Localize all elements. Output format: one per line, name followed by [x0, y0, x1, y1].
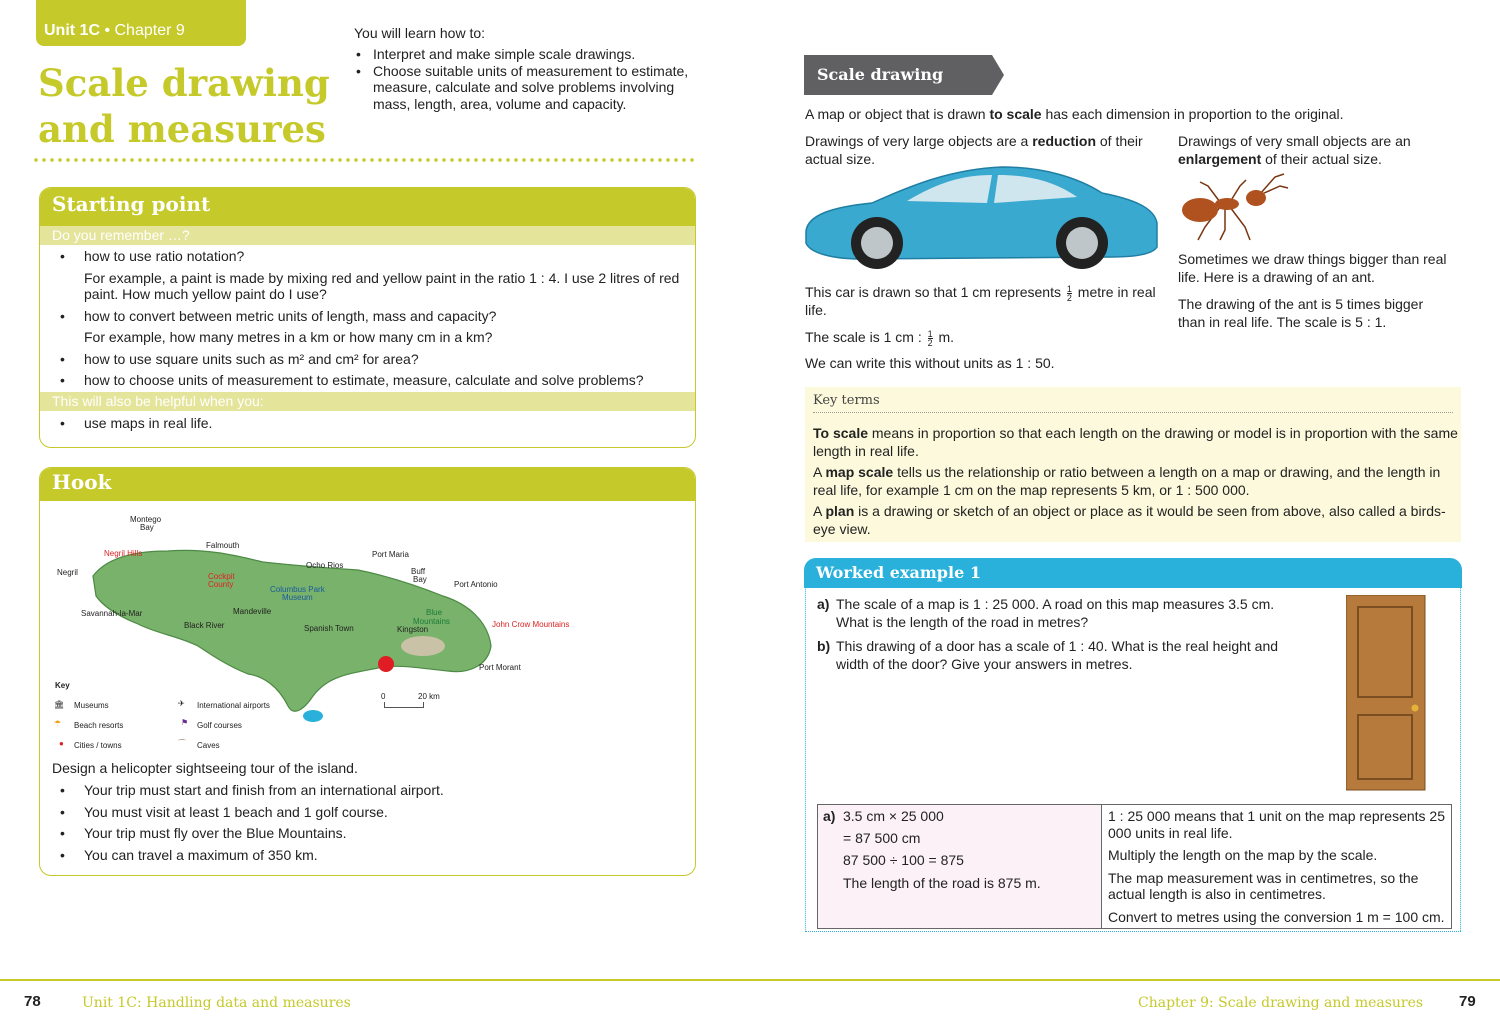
remember-label: Do you remember …?	[40, 226, 695, 245]
learn-intro: You will learn how to:	[354, 25, 486, 41]
key-term-to-scale	[813, 425, 1458, 460]
cave-icon: ⌒	[178, 739, 186, 748]
map-label: Columbus Park	[270, 585, 325, 594]
ant-text-1: Sometimes we draw things bigger than real life. Here is a drawing of an ant.	[1178, 251, 1447, 285]
hook-box	[39, 467, 696, 876]
helpful-list	[40, 415, 680, 432]
key-label: Caves	[197, 741, 220, 750]
key-label: International airports	[197, 701, 270, 710]
map-label: Bay	[413, 575, 427, 584]
key-term-plan	[813, 503, 1453, 538]
question-a: The scale of a map is 1 : 25 000. A road on this map measures 3.5 cm. What is the length of the road in metres?	[836, 596, 1275, 630]
text: A	[813, 503, 826, 519]
map-label: Negril	[57, 568, 78, 577]
page-number-left: 78	[24, 993, 41, 1010]
text: metre in real life.	[805, 284, 1156, 318]
worked-example-heading: Worked example 1	[804, 558, 1462, 588]
bold-term: plan	[825, 503, 855, 519]
page-number-right: 79	[1459, 993, 1476, 1010]
footer-rule	[0, 979, 1500, 981]
map-label: John Crow Mountains	[492, 620, 570, 629]
car-illustration	[802, 163, 1160, 275]
map-label: County	[208, 580, 234, 589]
text: The scale is 1 cm :	[805, 329, 922, 345]
dotted-divider	[32, 157, 696, 163]
map-label: Kingston	[397, 625, 429, 634]
key-label: Golf courses	[197, 721, 242, 730]
footer-title-left: Unit 1C: Handling data and measures	[82, 995, 351, 1011]
starting-point-box	[39, 187, 696, 448]
list-item: • You must visit at least 1 beach and 1 golf course.	[84, 804, 680, 821]
hook-task-list	[40, 782, 680, 868]
learn-objectives-list	[356, 46, 706, 112]
scale-km: 20 km	[418, 692, 440, 701]
ant-text-2: The drawing of the ant is 5 times bigger than in real life. The scale is 5 : 1.	[1178, 296, 1424, 330]
list-item: • You can travel a maximum of 350 km.	[84, 847, 680, 864]
text: A map or object that is drawn	[805, 106, 990, 122]
list-item: For example, a paint is made by mixing red and yellow paint in the ratio 1 : 4. I use 2 litres of red paint. How much yellow paint do I use?	[84, 269, 680, 302]
list-item: • use maps in real life.	[84, 415, 680, 432]
footer-title-right: Chapter 9: Scale drawing and measures	[1138, 995, 1424, 1011]
list-item: For example, how many metres in a km or how many cm in a km?	[84, 329, 493, 345]
unit-chapter-tab	[36, 0, 246, 46]
bold-term: enlargement	[1178, 150, 1262, 167]
beach-icon: ☂	[54, 719, 62, 728]
map-label: Buff	[411, 567, 426, 576]
frac-den: 2	[927, 337, 933, 348]
key-terms-rule	[813, 412, 1453, 413]
solution-line: = 87 500 cm	[843, 830, 921, 846]
airport-icon: ✈	[178, 699, 185, 708]
fraction-half	[1067, 285, 1072, 302]
fraction-half	[928, 330, 933, 347]
no-units-text: We can write this without units as 1 : 50.	[805, 355, 1055, 371]
hook-task-intro: Design a helicopter sightseeing tour of the island.	[52, 760, 358, 776]
jamaica-island-shape	[48, 506, 588, 761]
door-illustration	[1346, 595, 1426, 791]
remember-list	[40, 248, 680, 389]
solution-explanation	[1108, 808, 1448, 925]
bold-term: reduction	[1032, 133, 1096, 149]
scale-zero: 0	[381, 692, 386, 701]
jamaica-map	[48, 506, 588, 761]
frac-den: 2	[1066, 292, 1072, 303]
map-label: Port Antonio	[454, 580, 498, 589]
text: m.	[938, 329, 955, 345]
text: Drawings of very small objects are an	[1178, 133, 1411, 149]
list-item: • how to choose units of measurement to estimate, measure, calculate and solve problems?	[84, 372, 680, 389]
helpful-label: This will also be helpful when you:	[40, 392, 695, 411]
page-title-line1: Scale drawing	[38, 61, 330, 105]
museum-icon: 🏛	[54, 700, 65, 709]
bold-term: to scale	[989, 106, 1042, 122]
scale-bar	[384, 702, 424, 708]
map-label: Negril Hills	[104, 549, 143, 558]
map-label: Savannah-la-Mar	[81, 609, 143, 618]
learn-objective: • Choose suitable units of measurement to estimate, measure, calculate and solve problems involving mass, length, area, volume and capacity.	[356, 63, 706, 113]
section-title: Scale drawing	[817, 65, 944, 84]
list-item: • how to convert between metric units of length, mass and capacity?	[84, 308, 680, 325]
explanation-line: 1 : 25 000 means that 1 unit on the map represents 25 000 units in real life.	[1108, 808, 1445, 841]
intro-text	[805, 106, 1344, 124]
map-label: Bay	[140, 523, 154, 532]
key-label: Beach resorts	[74, 721, 124, 730]
map-label: Black River	[184, 621, 225, 630]
text: A	[813, 464, 826, 480]
car-scale-text	[805, 284, 1165, 319]
question-a-label: a)	[817, 596, 830, 612]
map-label: Blue	[426, 608, 443, 617]
text: Drawings of very large objects are a	[805, 133, 1033, 149]
list-item: • Your trip must fly over the Blue Mountains.	[84, 825, 680, 842]
map-label: Cockpit	[208, 572, 235, 581]
map-label: Montego	[130, 515, 162, 524]
list-item: • how to use square units such as m² and cm² for area?	[84, 351, 680, 368]
section-tab	[804, 55, 1004, 95]
bold-term: map scale	[825, 464, 894, 480]
bold-term: To scale	[813, 425, 868, 441]
frac-num: 1	[1066, 283, 1072, 294]
map-label: Falmouth	[206, 541, 240, 550]
page-title-line2: and measures	[38, 107, 326, 151]
explanation-line: Convert to metres using the conversion 1 m = 100 cm.	[1108, 908, 1445, 925]
map-label: Port Maria	[372, 550, 409, 559]
enlargement-text	[1178, 133, 1448, 168]
key-term-map-scale	[813, 464, 1453, 499]
solution-line: 3.5 cm × 25 000	[843, 808, 944, 824]
explanation-line: Multiply the length on the map by the scale.	[1108, 847, 1378, 863]
map-label: Museum	[282, 593, 313, 602]
map-label: Ocho Rios	[306, 561, 344, 570]
text: This car is drawn so that 1 cm represents	[805, 284, 1061, 300]
golf-flag-icon: ⚑	[181, 718, 189, 727]
solution-line: The length of the road is 875 m.	[843, 875, 1041, 891]
starting-point-heading: Starting point	[40, 188, 695, 226]
scale-statement	[805, 329, 954, 347]
frac-num: 1	[927, 328, 933, 339]
text: tells us the relationship or ratio between a length on a map or drawing, and the length in real life, for example 1 cm on the map represents 5 km, or 1 : 500 000.	[813, 464, 1441, 498]
chapter-label: • Chapter 9	[104, 22, 185, 39]
solution-line: 87 500 ÷ 100 = 875	[843, 852, 964, 868]
list-item: • how to use ratio notation?	[84, 248, 680, 265]
text: means in proportion so that each length on the drawing or model is in proportion with the same length in real life.	[813, 425, 1458, 459]
question-b: This drawing of a door has a scale of 1 : 40. What is the real height and width of the door? Give your answers in metres.	[836, 638, 1279, 672]
key-label: Cities / towns	[74, 741, 122, 750]
key-label: Museums	[74, 701, 109, 710]
city-dot-icon: ●	[59, 739, 64, 748]
map-label: Port Morant	[479, 663, 521, 672]
list-item: • Your trip must start and finish from an international airport.	[84, 782, 680, 799]
learn-objective: • Interpret and make simple scale drawings.	[356, 46, 706, 63]
question-b-label: b)	[817, 638, 831, 654]
text: has each dimension in proportion to the original.	[1041, 106, 1344, 122]
water-bay	[303, 710, 323, 722]
ant-illustration	[1180, 172, 1290, 242]
text: of their actual size.	[805, 133, 1143, 167]
map-label: Mandeville	[233, 607, 272, 616]
solution-working	[818, 805, 1102, 928]
unit-label: Unit 1C	[44, 22, 100, 39]
map-key-title: Key	[55, 681, 70, 690]
text: of their actual size.	[1261, 150, 1382, 167]
hook-heading: Hook	[40, 468, 695, 501]
page-title	[38, 60, 338, 152]
solution-label: a)	[823, 808, 836, 824]
explanation-line: The map measurement was in centimetres, so the actual length is also in centimetres.	[1108, 869, 1419, 902]
map-label: Mountains	[413, 617, 450, 626]
solution-table	[817, 804, 1452, 929]
text: is a drawing or sketch of an object or place as it would be seen from above, also called a birds-eye view.	[813, 503, 1446, 537]
key-terms-title: Key terms	[813, 393, 880, 408]
key-terms-box	[805, 387, 1461, 542]
map-label: Spanish Town	[304, 624, 354, 633]
